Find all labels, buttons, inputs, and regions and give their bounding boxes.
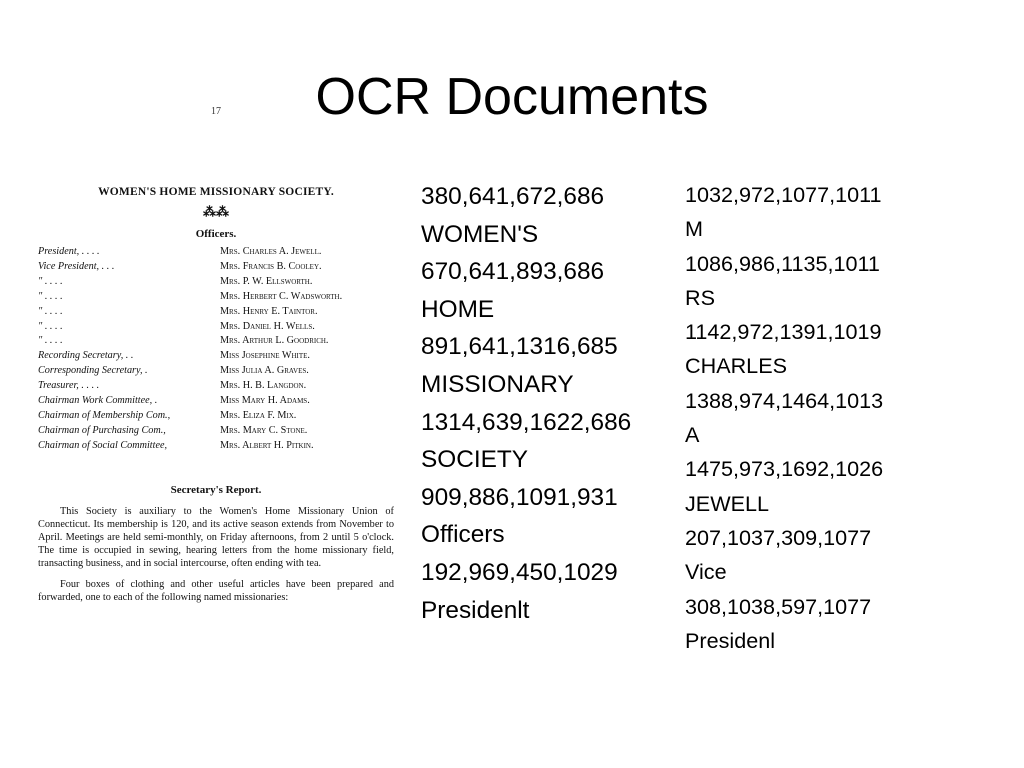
ocr-bbox-line: 891,641,1316,685 bbox=[421, 333, 618, 361]
officer-name: Miss Mary H. Adams. bbox=[220, 395, 310, 407]
officer-role: Chairman Work Committee, . bbox=[38, 395, 158, 407]
officer-role: Chairman of Social Committee, bbox=[38, 439, 168, 451]
officer-name: Miss Josephine White. bbox=[220, 350, 310, 362]
officer-row bbox=[38, 379, 394, 394]
ocr-word-line: MISSIONARY bbox=[421, 370, 574, 398]
ocr-word-line: SOCIETY bbox=[421, 446, 529, 474]
officer-row bbox=[38, 290, 394, 305]
society-heading: WOMEN'S HOME MISSIONARY SOCIETY. bbox=[98, 186, 334, 198]
officer-role: Chairman of Purchasing Com., bbox=[38, 424, 166, 436]
ocr-word-line: RS bbox=[685, 284, 715, 310]
slide-title: OCR Documents bbox=[315, 68, 709, 126]
officer-row bbox=[38, 245, 394, 260]
officer-name: Mrs. Henry E. Taintor. bbox=[220, 305, 318, 317]
ocr-word-line: A bbox=[685, 422, 700, 448]
officer-row bbox=[38, 409, 394, 424]
ocr-word-line: Presidenl bbox=[685, 627, 776, 653]
officer-name: Mrs. Eliza F. Mix. bbox=[220, 409, 297, 421]
officer-name: Mrs. H. B. Langdon. bbox=[220, 380, 307, 392]
officer-role: Chairman of Membership Com., bbox=[38, 409, 171, 421]
officer-row bbox=[38, 364, 394, 379]
officer-row bbox=[38, 439, 394, 454]
ocr-word-line: Presidenlt bbox=[421, 596, 530, 624]
officer-role: Corresponding Secretary, . bbox=[38, 365, 148, 377]
ocr-bbox-line: 192,969,450,1029 bbox=[421, 558, 618, 586]
officer-name: Mrs. Daniel H. Wells. bbox=[220, 320, 315, 332]
officer-name: Mrs. Albert H. Pitkin. bbox=[220, 439, 314, 451]
officer-name: Mrs. Charles A. Jewell. bbox=[220, 246, 322, 257]
ocr-output-column-2 bbox=[685, 178, 883, 658]
officer-row bbox=[38, 394, 394, 409]
ocr-word-line: M bbox=[685, 216, 703, 242]
officer-role: President, . . . . bbox=[38, 246, 100, 257]
officer-role: " . . . . bbox=[38, 305, 63, 317]
officer-name: Mrs. Arthur L. Goodrich. bbox=[220, 335, 329, 347]
ocr-bbox-line: 1388,974,1464,1013 bbox=[685, 387, 884, 413]
ocr-word-line: WOMEN'S bbox=[421, 220, 539, 248]
officer-role: Recording Secretary, . . bbox=[38, 350, 134, 362]
ocr-word-line: Vice bbox=[685, 559, 727, 585]
officer-role: " . . . . bbox=[38, 290, 63, 302]
ocr-bbox-line: 909,886,1091,931 bbox=[421, 483, 618, 511]
ocr-bbox-line: 1475,973,1692,1026 bbox=[685, 456, 884, 482]
officer-row bbox=[38, 349, 394, 364]
report-paragraph: This Society is auxiliary to the Women's Home Missionary Union of Connecticut. Its membership is 120, and its active season extends from November to April. Meetings are held semi-monthly, on Friday afternoons, from 2 until 5 o'clock. The time is occupied in sewing, hearing letters from the home missionary field, transacting business, and in social intercourse, often ending with tea. bbox=[38, 505, 394, 569]
ocr-bbox-line: 1032,972,1077,1011 bbox=[685, 182, 882, 207]
ocr-bbox-line: 1086,986,1135,1011 bbox=[685, 250, 880, 276]
officers-list bbox=[38, 245, 394, 454]
ocr-bbox-line: 670,641,893,686 bbox=[421, 258, 605, 286]
ocr-word-line: HOME bbox=[421, 295, 495, 323]
ocr-output-column-1 bbox=[421, 178, 631, 629]
report-paragraph: Four boxes of clothing and other useful articles have been prepared and forwarded, one to each of the following named missionaries: bbox=[38, 578, 394, 603]
officer-role: " . . . . bbox=[38, 320, 63, 332]
scanned-document bbox=[38, 186, 394, 612]
ocr-bbox-line: 1142,972,1391,1019 bbox=[685, 319, 882, 345]
officer-name: Miss Julia A. Graves. bbox=[220, 365, 309, 377]
ocr-word-line: CHARLES bbox=[685, 353, 788, 379]
officer-role: " . . . . bbox=[38, 275, 63, 287]
officer-row bbox=[38, 260, 394, 275]
officer-row bbox=[38, 424, 394, 439]
officer-role: Vice President, . . . bbox=[38, 260, 115, 272]
ornament-glyphs: ⁂⁂ bbox=[203, 204, 229, 219]
officer-row bbox=[38, 275, 394, 290]
officer-name: Mrs. Mary C. Stone. bbox=[220, 424, 308, 436]
ocr-bbox-line: 380,641,672,686 bbox=[421, 183, 605, 210]
report-heading: Secretary's Report. bbox=[170, 483, 262, 496]
officer-row bbox=[38, 305, 394, 320]
ocr-word-line: Officers bbox=[421, 521, 505, 549]
ocr-bbox-line: 207,1037,309,1077 bbox=[685, 524, 872, 550]
officer-role: Treasurer, . . . . bbox=[38, 380, 100, 392]
officers-heading: Officers. bbox=[195, 228, 237, 240]
officer-name: Mrs. P. W. Ellsworth. bbox=[220, 275, 313, 287]
officer-name: Mrs. Herbert C. Wadsworth. bbox=[220, 290, 343, 302]
ocr-bbox-line: 1314,639,1622,686 bbox=[421, 408, 632, 436]
ocr-bbox-line: 308,1038,597,1077 bbox=[685, 593, 872, 619]
officer-row bbox=[38, 320, 394, 335]
officer-row bbox=[38, 334, 394, 349]
scan-page-number: 17 bbox=[211, 106, 221, 117]
officer-role: " . . . . bbox=[38, 335, 63, 347]
ocr-word-line: JEWELL bbox=[685, 490, 770, 516]
officer-name: Mrs. Francis B. Cooley. bbox=[220, 260, 322, 272]
